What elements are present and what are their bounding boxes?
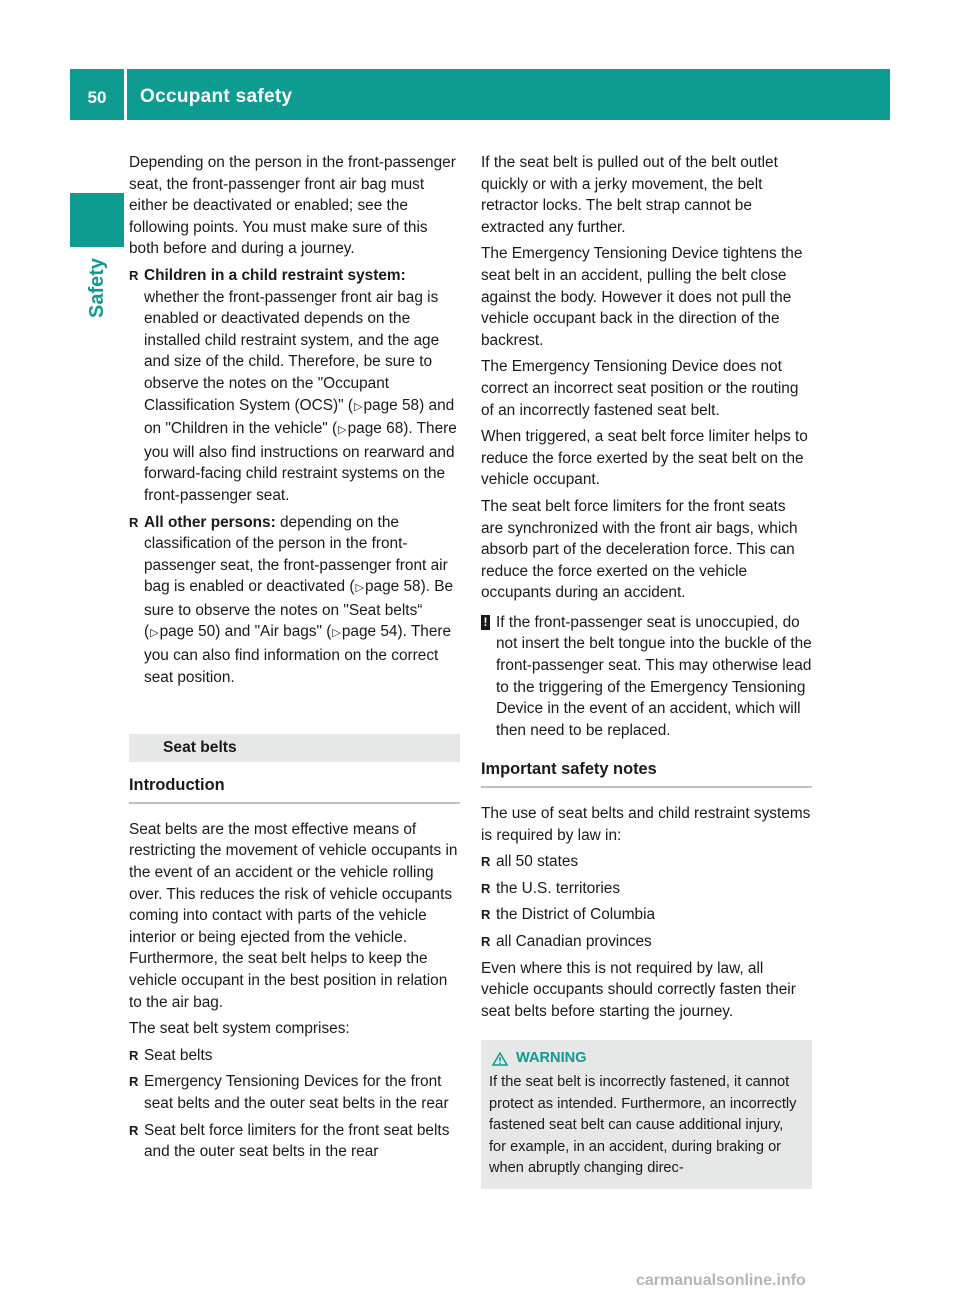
bullet-title: All other persons: [144,513,276,531]
notice-block [481,612,812,742]
left-column [129,152,460,1168]
page-ref-arrow-icon: ▷ [332,627,341,640]
page-ref-text[interactable]: page 54). There you can also find information on the correct seat position. [144,623,452,686]
seat-belt-intro: Seat belts are the most effective means of restricting the movement of vehicle occupants in the event of an accident or the vehicle rolling over. This reduces the risk of vehicle occupants coming into contact with parts of the vehicle interior or being ejected from the vehicle. Furthermore, the seat belt helps to keep the vehicle occupant in the best position in relation to the air bag. [129,820,458,1011]
subheading-introduction: Introduction [129,762,460,804]
paragraph: The Emergency Tensioning Device does not correct an incorrect seat position or the routing of an incorrectly fastened seat belt. [481,358,799,419]
list-item-children [129,265,460,507]
bullet-text: depending on the classification of the person in the front-passenger seat, the front-passenger front air bag is enabled or deactivated ( [144,513,448,596]
list-item: R all Canadian provinces [481,931,812,953]
list-item: R the U.S. territories [481,878,812,900]
list-item: R Emergency Tensioning Devices for the front seat belts and the outer seat belts in the rear [129,1071,460,1114]
exclamation-icon: ! [481,615,490,630]
list-item: R Seat belts [129,1045,460,1067]
page-ref-text[interactable]: page 58) and on "Children in the vehicle" ( [144,396,455,438]
right-column [481,152,812,1189]
side-tab-marker [70,193,124,247]
paragraph: If the seat belt is pulled out of the belt outlet quickly or with a jerky movement, the belt retractor locks. The belt strap cannot be extracted any further. [481,154,778,236]
bullet-title: Children in a child restraint system: [144,266,406,284]
page-ref-text[interactable]: page 58). Be sure to observe the notes on "Seat belts“ ( [144,578,454,641]
system-lead: The seat belt system comprises: [129,1020,350,1038]
page-ref-arrow-icon: ▷ [355,582,364,595]
warning-text: If the seat belt is incorrectly fastened, it cannot protect as intended. Furthermore, an incorrectly fastened seat belt can cause additional injury, for example, in an accident, during braking or when abruptly changing direc- [489,1073,797,1177]
bullet-text: whether the front-passenger front air bag is enabled or deactivated depends on the installed child restraint system, and the age and size of the child. Therefore, be sure to observe the notes on the "Occupant Classification System (OCS)" ( [144,288,440,414]
header-separator [124,69,127,120]
list-item-other-persons [129,512,460,689]
paragraph: The use of seat belts and child restraint systems is required by law in: [481,805,811,844]
page-ref-arrow-icon: ▷ [354,400,363,413]
paragraph: When triggered, a seat belt force limiter helps to reduce the force exerted by the seat belt on the vehicle occupant. [481,428,808,489]
page-title: Occupant safety [140,85,293,107]
side-tab-text: Safety [86,257,108,318]
warning-triangle-icon [492,1052,508,1066]
section-heading: Seat belts [129,734,460,762]
notice-text: If the front-passenger seat is unoccupied, do not insert the belt tongue into the buckle of the front-passenger seat. This may otherwise lead to the triggering of the Emergency Tensioning Device in the event of an accident, which will then need to be replaced. [496,613,812,739]
watermark: carmanualsonline.info [636,1272,806,1289]
page-ref-text[interactable]: page 50) and "Air bags" ( [159,623,332,641]
page-ref-text[interactable]: page 68). There you will also find instructions on rearward and forward-facing child restraint systems on the front-passenger seat. [144,420,457,504]
warning-label: WARNING [516,1050,587,1067]
list-item: R the District of Columbia [481,904,812,926]
page-number: 50 [87,87,107,107]
warning-header [489,1048,804,1070]
page-ref-arrow-icon: ▷ [338,424,347,437]
paragraph: Even where this is not required by law, all vehicle occupants should correctly fasten their seat belts before starting the journey. [481,959,796,1020]
paragraph: The Emergency Tensioning Device tightens the seat belt in an accident, pulling the belt close against the body. However it does not pull the vehicle occupant back in the direction of the backrest. [481,245,803,349]
warning-box [481,1040,812,1189]
intro-paragraph: Depending on the person in the front-passenger seat, the front-passenger front air bag must either be deactivated or enabled; see the following points. You must make sure of this both before and during a journey. [129,154,456,258]
list-item: R Seat belt force limiters for the front seat belts and the outer seat belts in the rear [129,1120,460,1163]
page-ref-arrow-icon: ▷ [150,627,159,640]
list-item: R all 50 states [481,851,812,873]
subheading-safety-notes: Important safety notes [481,741,812,788]
paragraph: The seat belt force limiters for the front seats are synchronized with the front air bags, which absorb part of the deceleration force. This can reduce the force exerted on the vehicle occupants during an accident. [481,497,798,602]
